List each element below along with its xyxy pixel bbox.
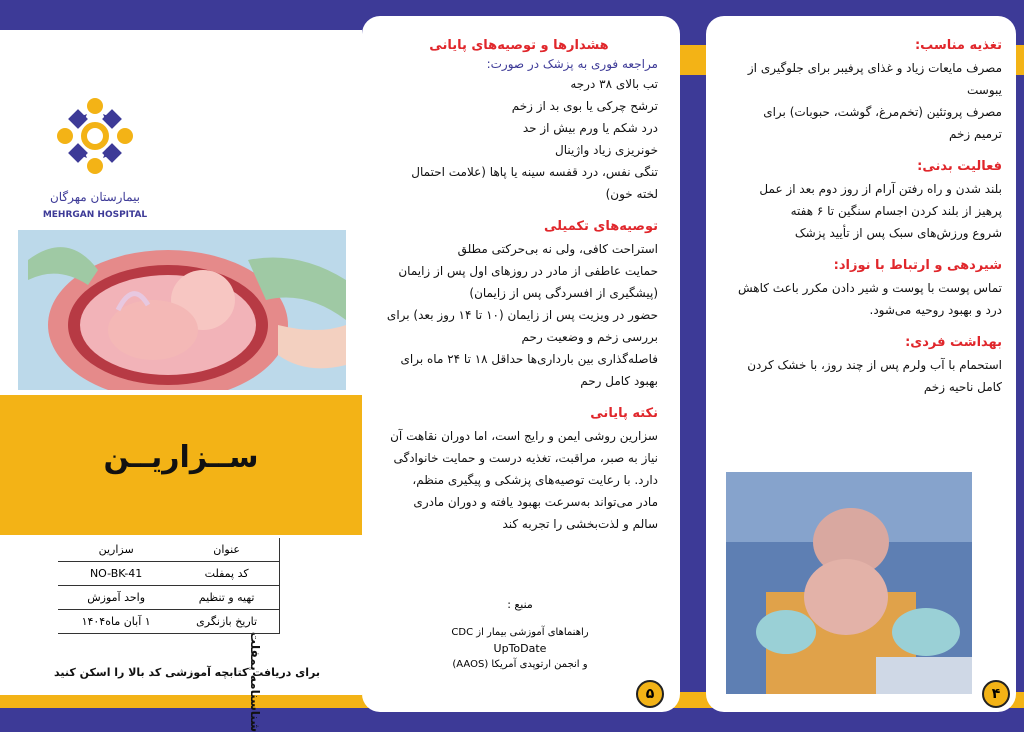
newborn-photo [726, 472, 972, 694]
source-item: راهنماهای آموزشی بیمار از CDC [451, 627, 589, 638]
source-item: و انجمن ارتوپدی آمریکا (AAOS) [452, 659, 588, 670]
section-hygiene: بهداشت فردی: استحمام با آب ولرم پس از چند روز، با خشک کردن کامل ناحیه زخم [747, 335, 1002, 394]
right-content [726, 38, 1002, 412]
extra-title: توصیه‌های تکمیلی [543, 219, 658, 234]
list-item: استراحت کافی، ولی نه بی‌حرکتی مطلق [457, 242, 658, 256]
extra-list [380, 238, 658, 392]
page-title: ســزاریــن [103, 440, 259, 475]
logo-text-fa: بیمارستان مهرگان [49, 190, 141, 204]
list-item: فاصله‌گذاری بین بارداری‌ها حداقل ۱۸ تا ۲۴ ماه برای [400, 352, 658, 366]
list-item: تب بالای ۳۸ درجه [570, 77, 658, 91]
list-item: سزارین روشی ایمن و رایج است، اما دوران نقاهت آن [390, 429, 658, 443]
list-item: بهبود کامل رحم [580, 374, 658, 388]
info-table [58, 538, 280, 634]
final-title: نکته پایانی [590, 406, 658, 421]
list-item: حمایت عاطفی از مادر در روزهای اول پس از زایمان [398, 264, 658, 278]
page-number-5: ۵ [636, 680, 664, 708]
final-text [380, 425, 658, 535]
page-number-4: ۴ [982, 680, 1010, 708]
list-item: مادر می‌تواند به‌سرعت بهبود یافته و دوران مادری [413, 495, 658, 509]
list-item: بررسی زخم و وضعیت رحم [521, 330, 658, 344]
list-item: دارد. با رعایت توصیه‌های پزشکی و پیگیری منظم، [412, 473, 658, 487]
middle-content [380, 38, 658, 549]
warnings-list [380, 73, 658, 205]
list-item: (پیشگیری از افسردگی پس از زایمان) [469, 286, 658, 300]
list-item: تنگی نفس، درد قفسه سینه یا پاها (علامت احتمال [411, 165, 658, 179]
list-item: حضور در ویزیت پس از زایمان (۱۰ تا ۱۴ روز بعد) برای [386, 308, 658, 322]
list-item: خونریزی زیاد واژینال [555, 143, 658, 157]
table-row: تاریخ بازنگری ۱ آبان ماه۱۴۰۴ [58, 610, 280, 634]
list-item: سالم و لذت‌بخشی را تجربه کند [502, 517, 658, 531]
logo-text-en: MEHRGAN HOSPITAL [42, 210, 148, 220]
table-row: کد پمفلت NO-BK-41 [58, 562, 280, 586]
cesarean-illustration [18, 230, 346, 390]
hospital-logo-icon [55, 96, 135, 176]
table-row: تهیه و تنظیم واحد آموزش [58, 586, 280, 610]
id-title: شناسنامه پمفلت [248, 631, 262, 732]
warnings-sub: مراجعه فوری به پزشک در صورت: [486, 57, 658, 71]
list-item: لخته خون) [605, 187, 658, 201]
section-activity: فعالیت بدنی: بلند شدن و راه رفتن آرام از روز دوم بعد از عمل پرهیز از بلند کردن اجسام سنگین تا ۶ هفته شروع ورزش‌های سبک پس از تأیید پزشک [759, 159, 1002, 240]
sources-block [420, 598, 620, 673]
list-item: ترشح چرکی یا بوی بد از زخم [511, 99, 658, 113]
source-title: منبع : [507, 598, 533, 611]
left-panel [0, 30, 362, 732]
section-breastfeeding: شیردهی و ارتباط با نوزاد: تماس پوست با پوست و شیر دادن مکرر باعث کاهش درد و بهبود روحیه می‌شود. [738, 258, 1002, 317]
table-row: عنوان سزارین [58, 538, 280, 562]
list-item: درد شکم یا ورم بیش از حد [522, 121, 658, 135]
section-nutrition: تغذیه مناسب: مصرف مایعات زیاد و غذای پرفیبر برای جلوگیری از یبوست مصرف پروتئین (تخم‌مرغ، گوشت، حبوبات) برای ترمیم زخم [747, 38, 1002, 141]
list-item: نیاز به صبر، مراقبت، تغذیه درست و حمایت خانوادگی [393, 451, 658, 465]
scan-note: برای دریافت کتابچه آموزشی کد بالا را اسکن کنید [54, 666, 320, 679]
warnings-title: هشدارها و توصیه‌های پایانی [429, 38, 609, 53]
source-item: UpToDate [493, 642, 547, 655]
